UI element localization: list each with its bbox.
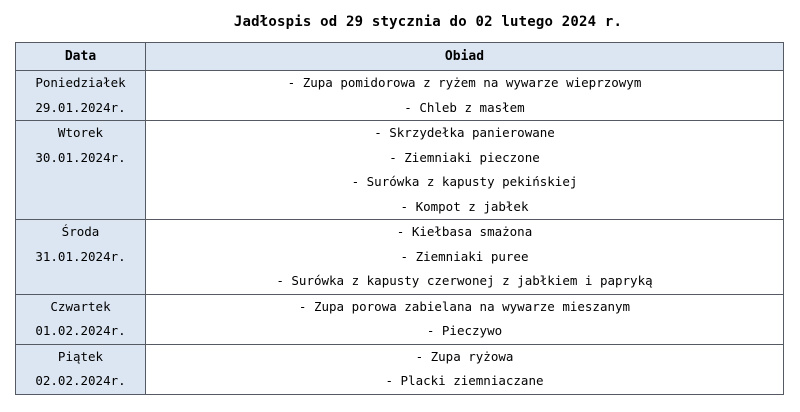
date-cell — [16, 294, 146, 344]
table-header-row — [16, 43, 784, 71]
meal-item: - Zupa ryżowa — [415, 348, 514, 364]
meal-item: - Pieczywo — [426, 323, 503, 338]
day-name: Środa — [61, 224, 100, 239]
meal-cell — [146, 294, 784, 344]
table-row-friday — [16, 344, 784, 394]
header-date: Data — [16, 43, 146, 71]
day-date: 02.02.2024r. — [35, 373, 126, 388]
meal-cell — [146, 121, 784, 220]
day-name: Poniedziałek — [35, 75, 126, 90]
meal-cell — [146, 344, 784, 394]
date-cell — [16, 71, 146, 121]
meal-cell — [146, 220, 784, 295]
day-date: 30.01.2024r. — [35, 149, 126, 165]
meal-cell — [146, 71, 784, 121]
meal-item: - Ziemniaki puree — [400, 248, 529, 264]
meal-item: - Placki ziemniaczane — [385, 373, 544, 388]
meal-item: - Ziemniaki pieczone — [389, 149, 540, 165]
date-cell — [16, 121, 146, 220]
meal-item: - Surówka z kapusty pekińskiej — [351, 174, 578, 189]
table-row-wednesday — [16, 220, 784, 295]
day-name: Czwartek — [50, 298, 111, 314]
menu-table — [15, 42, 784, 395]
meal-item: - Zupa pomidorowa z ryżem na wywarze wieprzowym — [287, 75, 642, 90]
meal-item: - Surówka z kapusty czerwonej z jabłkiem i papryką — [276, 273, 653, 288]
header-meal: Obiad — [146, 43, 784, 71]
day-date: 01.02.2024r. — [35, 323, 126, 338]
table-row-thursday — [16, 294, 784, 344]
day-name: Piątek — [57, 348, 104, 364]
date-cell — [16, 220, 146, 295]
table-row-monday — [16, 71, 784, 121]
table-row-tuesday — [16, 121, 784, 220]
page-title: Jadłospis od 29 stycznia do 02 lutego 2024 r. — [233, 14, 623, 30]
day-date: 29.01.2024r. — [35, 99, 126, 115]
meal-item: - Skrzydełka panierowane — [374, 125, 555, 140]
meal-item: - Kiełbasa smażona — [396, 224, 533, 239]
date-cell — [16, 344, 146, 394]
day-date: 31.01.2024r. — [35, 248, 126, 264]
meal-item: - Zupa porowa zabielana na wywarze mieszanym — [298, 298, 631, 314]
day-name: Wtorek — [57, 125, 104, 140]
meal-item: - Chleb z masłem — [404, 99, 525, 115]
meal-item: - Kompot z jabłek — [400, 198, 529, 214]
